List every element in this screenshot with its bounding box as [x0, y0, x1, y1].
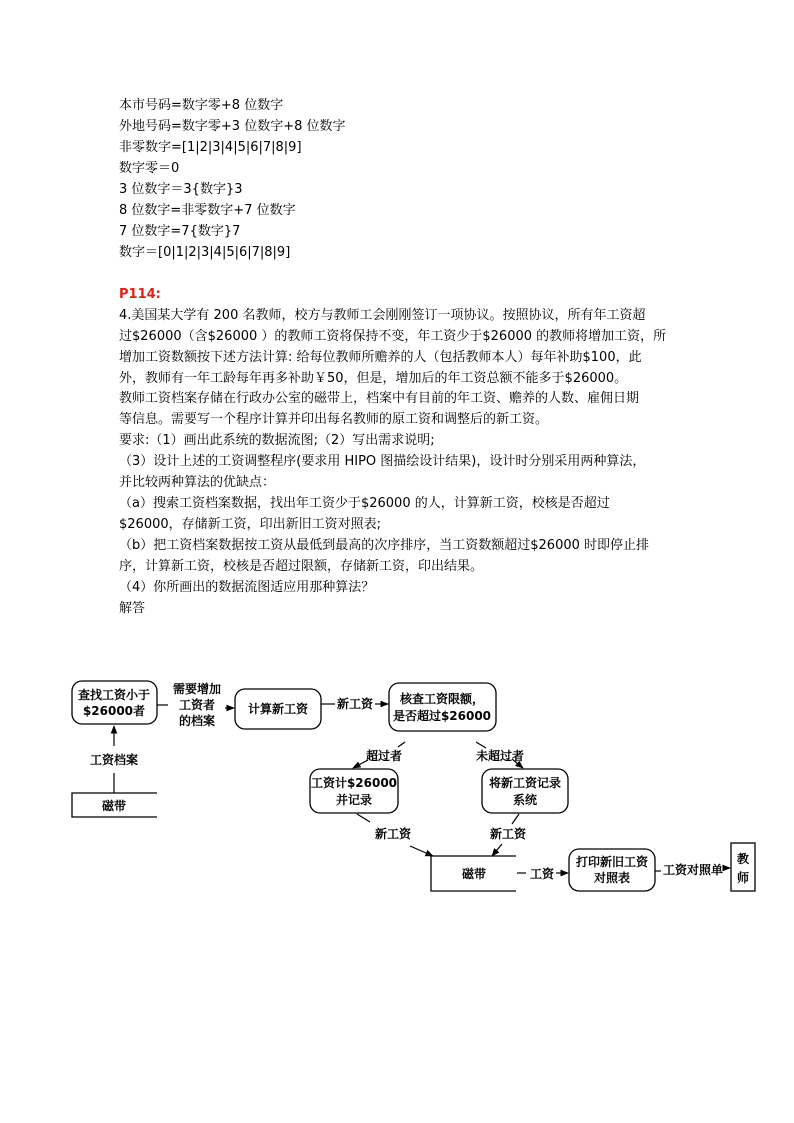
problem-line: 4.美国某大学有 200 名教师，校方与教师工会刚刚签订一项协议。按照协议，所有年工资超	[119, 308, 646, 323]
flow-new-salary-2-label: 新工资	[374, 827, 412, 841]
process-record-new-salary	[482, 769, 568, 813]
flow-salary	[517, 866, 568, 881]
flow-needs-raise-label-2: 工资者	[178, 698, 216, 712]
definition-line: 数字零＝0	[119, 161, 180, 176]
flow-new-salary-3-label: 新工资	[489, 827, 527, 841]
problem-line: （3）设计上述的工资调整程序(要求用 HIPO 图描绘设计结果)，设计时分别采用两种算法，	[119, 454, 646, 469]
problem-line: 等信息。需要写一个程序计算并印出每名教师的原工资和调整后的新工资。	[119, 412, 549, 427]
flow-salary-label: 工资	[529, 867, 555, 881]
definition-line: 8 位数字=非零数字+7 位数字	[119, 203, 296, 218]
flow-needs-raise-label-1: 需要增加	[172, 682, 222, 696]
process-print-table	[569, 849, 655, 891]
flow-salary-table	[655, 862, 730, 877]
flow-new-salary-2	[357, 814, 433, 856]
process-check-label-1: 核查工资限额，	[399, 692, 485, 706]
process-find-label-2: $26000者	[82, 704, 146, 718]
flow-needs-raise	[157, 681, 234, 728]
process-check-limit	[389, 683, 496, 731]
problem-line: （4）你所画出的数据流图适应用那种算法？	[119, 580, 375, 595]
definition-line: 数字＝[0|1|2|3|4|5|6|7|8|9]	[119, 245, 291, 260]
problem-line: （b）把工资档案数据按工资从最低到最高的次序排序，当工资数额超过$26000 时即停止排	[119, 538, 650, 553]
definition-line: 3 位数字＝3{数字}3	[119, 182, 243, 197]
entity-teacher-label-2: 师	[736, 871, 750, 885]
flow-salary-file	[90, 726, 138, 793]
entity-teacher-label-1: 教	[736, 852, 750, 866]
problem-line: （a）搜索工资档案数据，找出年工资少于$26000 的人，计算新工资，校核是否超过	[119, 496, 610, 511]
store-tape-bottom	[431, 856, 516, 891]
problem-line: 要求:（1）画出此系统的数据流图;（2）写出需求说明;	[119, 433, 435, 448]
definition-line: 本市号码=数字零+8 位数字	[119, 98, 284, 113]
store-tape-bottom-label: 磁带	[461, 867, 487, 881]
definition-line: 7 位数字=7{数字}7	[119, 224, 241, 239]
store-tape-left-label: 磁带	[101, 799, 127, 813]
flow-needs-raise-label-3: 的档案	[178, 714, 216, 728]
flow-exceed-label: 超过者	[365, 749, 403, 763]
process-cap-label-1: 工资计$26000	[310, 776, 398, 790]
entity-teacher	[731, 843, 755, 891]
flow-new-salary-1	[321, 696, 388, 711]
flow-salary-file-label: 工资档案	[89, 753, 139, 767]
process-print-label-2: 对照表	[593, 871, 631, 885]
answer-label: 解答	[119, 601, 146, 616]
process-check-label-2: 是否超过$26000	[392, 709, 492, 723]
process-cap-label-2: 并记录	[335, 793, 373, 807]
problem-line: 过$26000（含$26000 ）的教师工资将保持不变，年工资少于$26000 的教师将增加工资，所	[119, 329, 667, 344]
problem-line: 序，计算新工资，校核是否超过限额，存储新工资，印出结果。	[119, 559, 484, 574]
process-find-label-1: 查找工资小于	[77, 688, 151, 702]
problem-line: 外，教师有一年工龄每年再多补助￥50，但是，增加后的年工资总额不能多于$26000。	[119, 371, 628, 386]
definition-line: 外地号码=数字零+3 位数字+8 位数字	[119, 119, 346, 134]
process-record-label-2: 系统	[512, 793, 538, 807]
section-heading: P114:	[119, 287, 161, 302]
process-record-label-1: 将新工资记录	[488, 776, 562, 790]
process-compute-new-salary	[235, 689, 321, 729]
flow-not-exceed	[476, 742, 524, 768]
problem-line: 教师工资档案存储在行政办公室的磁带上，档案中有目前的年工资、赡养的人数、雇佣日期	[119, 391, 640, 406]
process-cap-salary	[310, 769, 398, 813]
process-compute-label: 计算新工资	[247, 702, 309, 716]
store-tape-left	[72, 793, 157, 817]
problem-line: 并比较两种算法的优缺点：	[119, 475, 276, 490]
problem-line: 增加工资数额按下述方法计算: 给每位教师所赡养的人（包括教师本人）每年补助$100，此	[119, 350, 642, 365]
problem-line: $26000，存储新工资，印出新旧工资对照表;	[119, 517, 382, 532]
flow-new-salary-3	[490, 814, 527, 856]
process-print-label-1: 打印新旧工资	[575, 855, 649, 869]
flow-not-exceed-label: 未超过者	[475, 749, 525, 763]
definition-line: 非零数字=[1|2|3|4|5|6|7|8|9]	[119, 140, 302, 155]
flow-exceed	[353, 742, 405, 768]
process-find-low-salary	[72, 681, 157, 724]
flow-salary-table-label: 工资对照单	[662, 863, 724, 877]
flow-new-salary-1-label: 新工资	[336, 697, 374, 711]
